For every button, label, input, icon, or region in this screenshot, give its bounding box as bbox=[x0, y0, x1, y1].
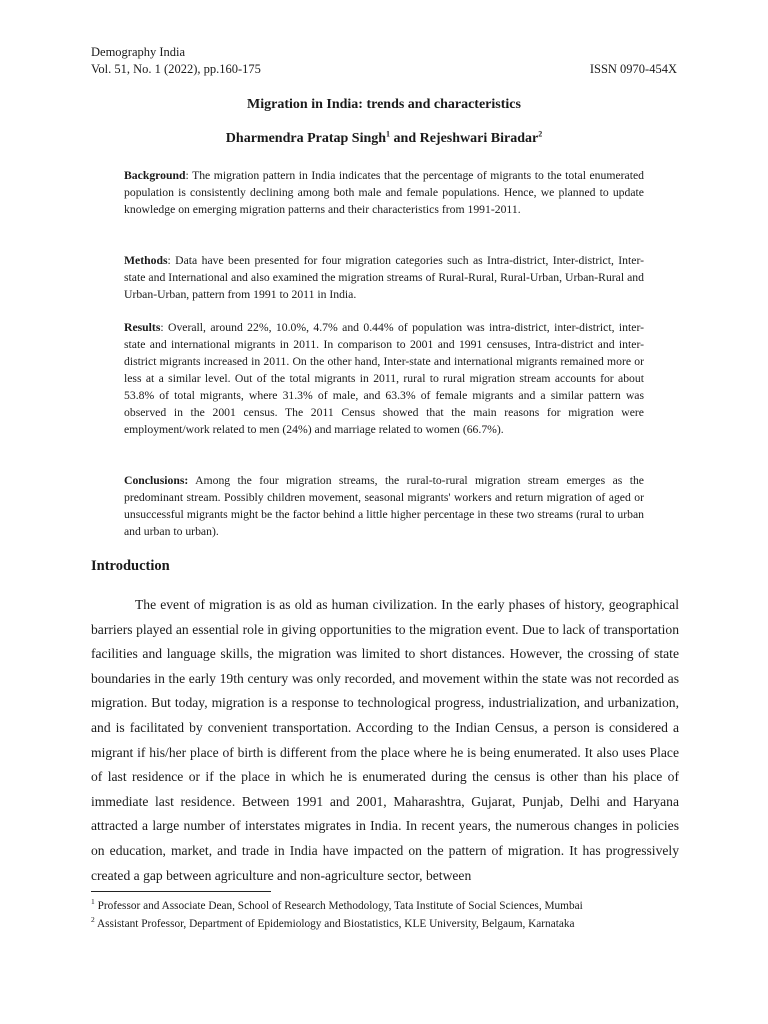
section-heading-introduction: Introduction bbox=[91, 558, 170, 574]
author-joiner: and bbox=[390, 131, 420, 146]
introduction-paragraph: The event of migration is as old as human civilization. In the early phases of history, geographical barriers played an essential role in giving opportunities to the migration event. Due to lack of transportation facilities and language skills, the migration was limited to short distances. However, the crossing of state boundaries in the early 19th century was only recorded, and movement within the state was not recorded as migration. But today, migration is a response to technological progress, industrialization, and urbanization, and is facilitated by convenient transportation. According to the Indian Census, a person is considered a migrant if his/her place of birth is different from the place where he is being enumerated. It also uses Place of last residence or if the place in which he is enumerated during the census is other than his place of immediate last residence. Between 1991 and 2001, Maharashtra, Gujarat, Punjab, Delhi and Haryana attracted a large number of interstates migrates in India. In recent years, the numerous changes in policies on education, market, and trade in India have impacted on the pattern of migration. It has progressively created a gap between agriculture and non-agriculture sector, between bbox=[91, 597, 679, 883]
abstract-text: : The migration pattern in India indicates that the percentage of migrants to the total enumerated population is consistently declining among both male and female populations. Hence, we planned to update knowledge on emerging migration patterns and their characteristics from 1991-2011. bbox=[124, 169, 644, 216]
footnote-1 bbox=[91, 899, 583, 914]
author-affiliation-mark: 1 bbox=[386, 129, 391, 139]
abstract-text: : Data have been presented for four migration categories such as Intra-district, Inter-district, Inter-state and International and also examined the migration streams of Rural-Rural, Rural-Urban, Urban-Rural and Urban-Urban, pattern from 1991 to 2011 in India. bbox=[124, 254, 644, 301]
abstract-methods bbox=[124, 252, 644, 303]
issn: ISSN 0970-454X bbox=[589, 62, 677, 76]
abstract-label: Methods bbox=[124, 254, 168, 267]
abstract-label: Conclusions: bbox=[124, 474, 189, 487]
journal-volume: Vol. 51, No. 1 (2022), pp.160-175 bbox=[91, 62, 261, 76]
footnote-text: Assistant Professor, Department of Epidemiology and Biostatistics, KLE University, Belgaum, Karnataka bbox=[94, 918, 575, 930]
footnote-2 bbox=[91, 917, 575, 932]
journal-header bbox=[91, 44, 261, 78]
footnote-divider bbox=[91, 891, 271, 892]
abstract-text: Among the four migration streams, the rural-to-rural migration stream emerges as the predominant stream. Possibly children movement, seasonal migrants' workers and return migration of aged or unsuccessful migrants might be the factor behind a little higher percentage in these two streams (rural to urban and urban to urban). bbox=[124, 474, 644, 538]
footnote-mark: 1 bbox=[91, 897, 95, 907]
abstract-conclusions bbox=[124, 472, 644, 540]
author-affiliation-mark: 2 bbox=[538, 129, 543, 139]
abstract-results bbox=[124, 319, 644, 438]
abstract-background bbox=[124, 167, 644, 218]
author-name: Rejeshwari Biradar bbox=[419, 131, 539, 146]
journal-name: Demography India bbox=[91, 45, 186, 59]
abstract-label: Results bbox=[124, 321, 161, 334]
footnote-text: Professor and Associate Dean, School of Research Methodology, Tata Institute of Social Sciences, Mumbai bbox=[94, 900, 583, 912]
abstract-text: : Overall, around 22%, 10.0%, 4.7% and 0.44% of population was intra-district, inter-district, inter-state and international migrants in 2011. In comparison to 2001 and 1991 censuses, Intra-district and inter-district migrants increased in 2011. On the other hand, Inter-state and international migrants remained more or less at a similar level. Out of the total migrants in 2011, rural to rural migration stream accounts for about 53.8% of total migrants, where 31.3% of male, and 63.3% of female migrants and a similar pattern was observed in the 2001 census. The 2011 Census showed that the main reasons for migration were employment/work related to men (24%) and marriage related to women (66.7%). bbox=[124, 321, 644, 436]
abstract-label: Background bbox=[124, 169, 186, 182]
footnote-mark: 2 bbox=[91, 915, 95, 925]
author-name: Dharmendra Pratap Singh bbox=[225, 131, 387, 146]
paper-title: Migration in India: trends and characteristics bbox=[247, 97, 521, 112]
author-line bbox=[0, 131, 768, 147]
